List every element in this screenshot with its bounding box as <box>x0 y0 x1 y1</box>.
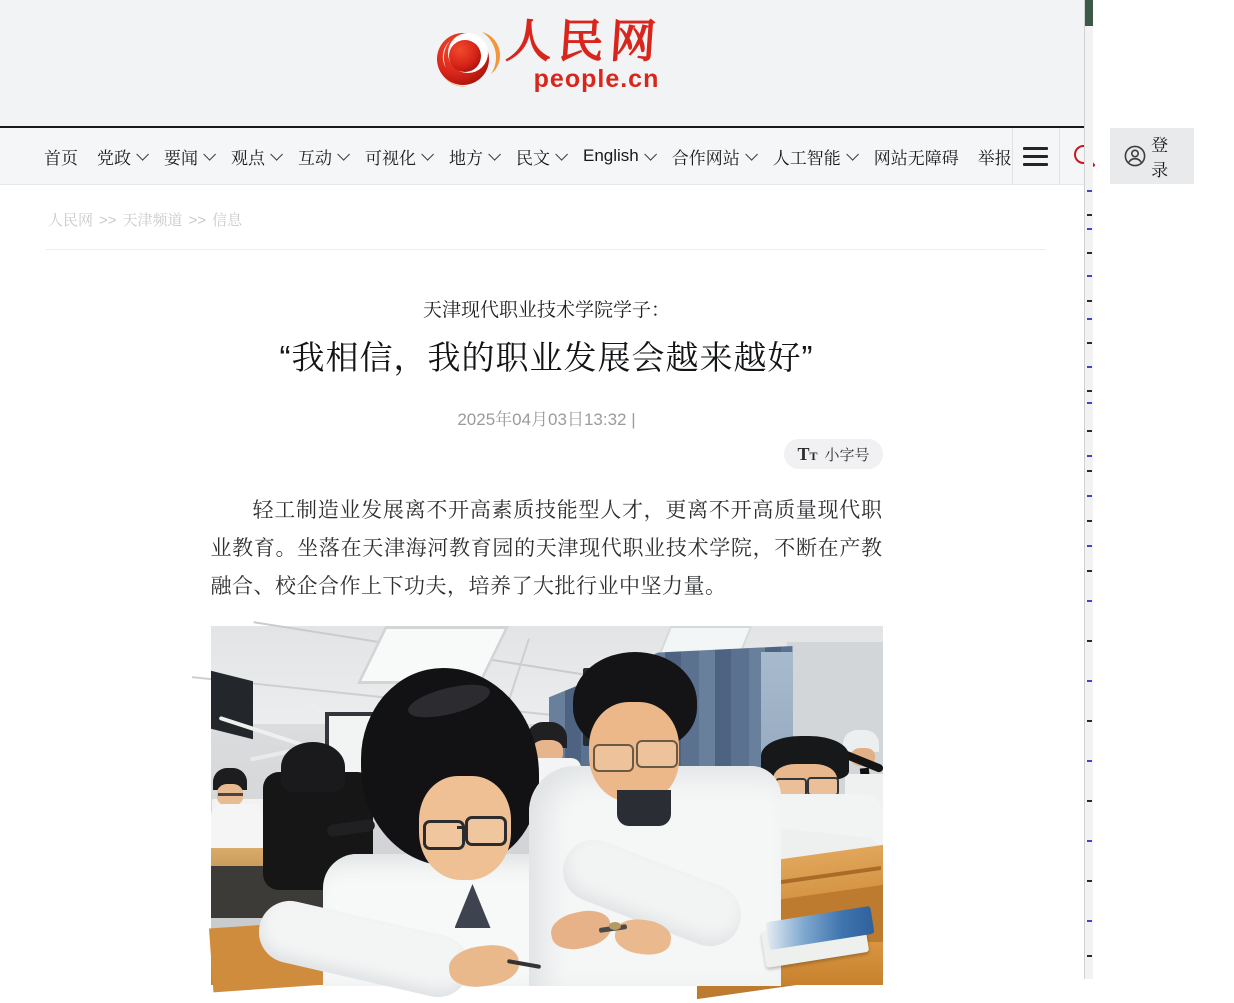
logo-chinese: 人民网 <box>503 15 664 68</box>
teacher-glasses <box>593 744 634 772</box>
scrollbar-mark <box>1087 275 1092 277</box>
nav-item-label: 可视化 <box>365 148 416 168</box>
nav-item-1[interactable] <box>97 144 145 169</box>
nav-item-label: 地方 <box>449 148 483 168</box>
scrollbar-mark <box>1087 190 1092 192</box>
article-title: “我相信，我的职业发展会越来越好” <box>279 339 814 376</box>
scrollbar-mark <box>1087 366 1092 368</box>
nav-item-6[interactable] <box>449 144 497 169</box>
scrollbar-mark <box>1087 720 1092 722</box>
scrollbar-mark <box>1087 640 1092 642</box>
nav-item-label: 党政 <box>97 148 131 168</box>
site-logo[interactable] <box>432 16 662 92</box>
breadcrumb-separator: >> <box>99 212 117 229</box>
student-glasses <box>423 820 465 850</box>
nav-item-11[interactable] <box>874 144 959 169</box>
scrollbar-mark <box>1087 214 1092 216</box>
scrollbar-mark <box>1087 342 1092 344</box>
breadcrumb <box>0 185 1093 230</box>
chevron-down-icon <box>555 148 568 161</box>
nav-item-8[interactable] <box>583 146 653 166</box>
font-size-button[interactable]: TT 小字号 <box>784 439 882 469</box>
user-icon <box>1124 145 1146 167</box>
scrollbar[interactable] <box>1084 0 1093 979</box>
scrollbar-mark <box>1087 402 1092 404</box>
scrollbar-mark <box>1087 880 1092 882</box>
login-label: 登录 <box>1151 136 1169 180</box>
nav-right-cluster <box>1012 128 1234 184</box>
nav-item-label: 要闻 <box>164 148 198 168</box>
article-date: 2025年04月03日13:32 | <box>457 410 636 429</box>
article-toolbar <box>211 439 883 469</box>
nav-item-label: 互动 <box>298 148 332 168</box>
chevron-down-icon <box>644 148 657 161</box>
scrollbar-mark <box>1087 570 1092 572</box>
logo-english: people.cn <box>533 64 660 93</box>
login-button[interactable] <box>1110 128 1194 184</box>
scrollbar-mark <box>1087 680 1092 682</box>
nav-item-9[interactable] <box>672 144 754 169</box>
scrollbar-mark <box>1087 252 1092 254</box>
nav-item-5[interactable] <box>365 144 430 169</box>
font-size-icon: TT <box>797 444 818 464</box>
nav-item-12[interactable] <box>978 144 1012 169</box>
chevron-down-icon <box>745 148 758 161</box>
scrollbar-mark <box>1087 300 1092 302</box>
article-image <box>211 626 883 985</box>
nav-item-label: 观点 <box>231 148 265 168</box>
scrollbar-mark <box>1087 318 1092 320</box>
hamburger-icon <box>1023 147 1048 166</box>
nav-item-label: English <box>583 146 639 165</box>
breadcrumb-link-2[interactable]: 信息 <box>212 212 243 229</box>
scrollbar-mark <box>1087 455 1092 457</box>
nav-item-0[interactable] <box>44 144 78 169</box>
scrollbar-mark <box>1087 545 1092 547</box>
nav-item-label: 网站无障碍 <box>873 148 959 168</box>
chevron-down-icon <box>421 148 434 161</box>
nav-item-label: 合作网站 <box>671 148 740 168</box>
scrollbar-top-button[interactable] <box>1085 0 1093 26</box>
scrollbar-mark <box>1087 430 1092 432</box>
scrollbar-mark <box>1087 800 1092 802</box>
article-kicker: 天津现代职业技术学院学子： <box>422 300 670 321</box>
chevron-down-icon <box>203 148 216 161</box>
nav-item-label: 民文 <box>516 148 550 168</box>
scrollbar-mark <box>1087 470 1092 472</box>
nav-item-label: 首页 <box>44 148 78 168</box>
breadcrumb-link-0[interactable]: 人民网 <box>48 212 94 229</box>
breadcrumb-link-1[interactable]: 天津频道 <box>122 212 183 229</box>
scrollbar-mark <box>1087 955 1092 957</box>
main-navbar <box>0 128 1169 185</box>
nav-items <box>44 128 1012 184</box>
chevron-down-icon <box>270 148 283 161</box>
scrollbar-mark <box>1087 600 1092 602</box>
chevron-down-icon <box>846 148 859 161</box>
breadcrumb-separator: >> <box>188 212 207 229</box>
nav-item-2[interactable] <box>164 144 212 169</box>
nav-item-10[interactable] <box>773 144 855 169</box>
menu-button[interactable] <box>1013 128 1059 184</box>
breadcrumb-divider <box>46 249 1046 250</box>
nav-item-7[interactable] <box>516 144 564 169</box>
scrollbar-mark <box>1087 390 1092 392</box>
chevron-down-icon <box>337 148 350 161</box>
scrollbar-mark <box>1087 228 1092 230</box>
chevron-down-icon <box>136 148 149 161</box>
chevron-down-icon <box>488 148 501 161</box>
people-swirl-icon <box>432 26 496 90</box>
nav-item-label: 人工智能 <box>772 148 841 168</box>
scrollbar-mark <box>1087 520 1092 522</box>
nav-item-label: 举报 <box>977 148 1012 168</box>
scrollbar-mark <box>1087 920 1092 922</box>
article-paragraph: 轻工制造业发展离不开高素质技能型人才，更离不开高质量现代职业教育。坐落在天津海河教育园的天津现代职业技术学院，不断在产教融合、校企合作上下功夫，培养了大批行业中坚力量。 <box>210 499 883 598</box>
site-header <box>0 0 1093 128</box>
nav-item-3[interactable] <box>231 144 279 169</box>
scrollbar-mark <box>1087 840 1092 842</box>
scrollbar-mark <box>1087 495 1092 497</box>
article <box>211 299 883 985</box>
nav-item-4[interactable] <box>298 144 346 169</box>
scrollbar-mark <box>1087 760 1092 762</box>
